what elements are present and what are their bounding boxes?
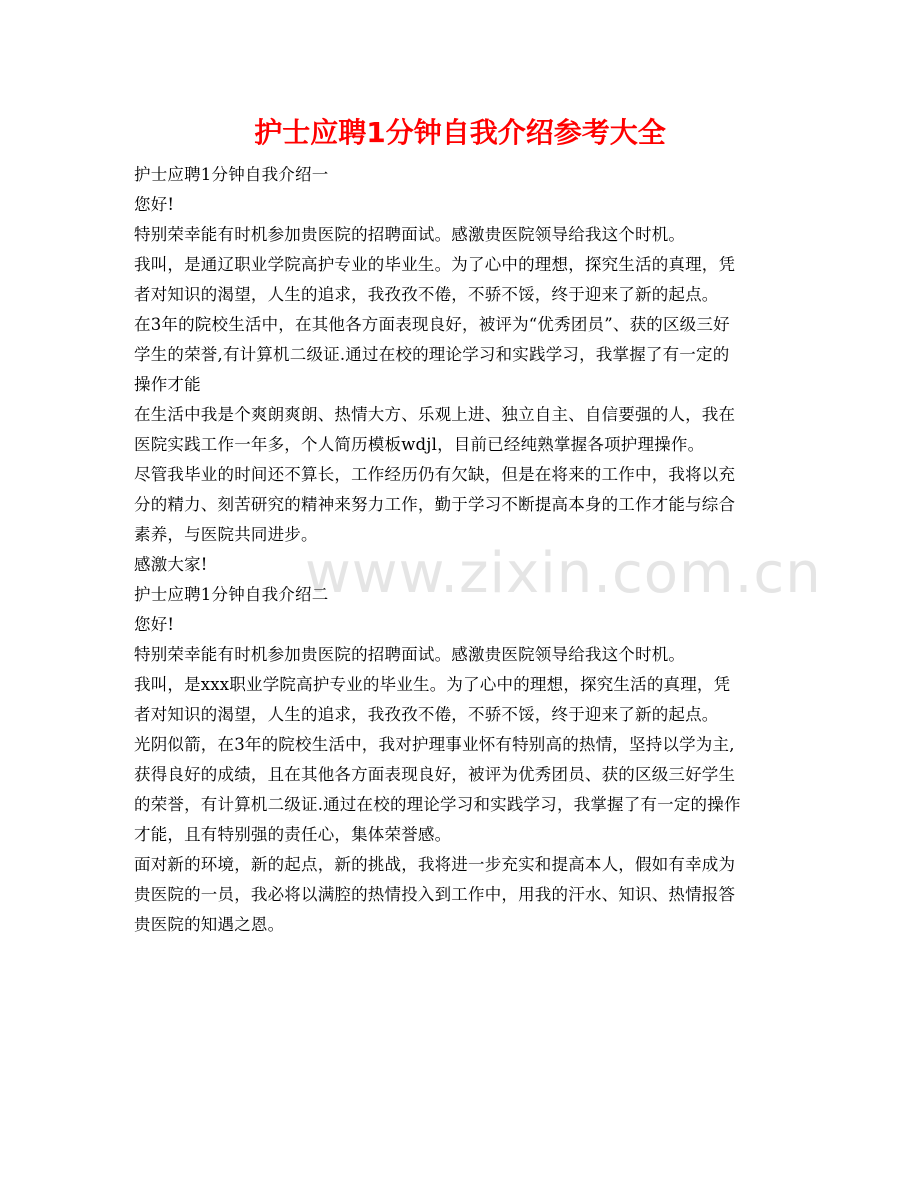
document-body (134, 160, 822, 940)
document-title: 护士应聘1分钟自我介绍参考大全 (254, 116, 666, 149)
text-line: 分的精力、刻苦研究的精神来努力工作，勤于学习不断提高本身的工作才能与综合 (134, 495, 736, 514)
text-line: 贵医院的知遇之恩。 (134, 915, 285, 934)
text-line: 尽管我毕业的时间还不算长，工作经历仍有欠缺，但是在将来的工作中，我将以充 (134, 465, 736, 484)
text-line: 特别荣幸能有时机参加贵医院的招聘面试。感激贵医院领导给我这个时机。 (134, 225, 686, 244)
text-line: 在生活中我是个爽朗爽朗、热情大方、乐观上进、独立自主、自信要强的人，我在 (134, 405, 736, 424)
text-line: 我叫，是通辽职业学院高护专业的毕业生。为了心中的理想，探究生活的真理，凭 (134, 255, 736, 274)
text-line: 感激大家! (134, 555, 208, 574)
text-line: 者对知识的渴望，人生的追求，我孜孜不倦，不骄不馁，终于迎来了新的起点。 (134, 705, 719, 724)
text-line: 获得良好的成绩，且在其他各方面表现良好，被评为优秀团员、获的区级三好学生 (134, 765, 736, 784)
text-line: 护士应聘1分钟自我介绍二 (134, 585, 329, 604)
text-line: 护士应聘1分钟自我介绍一 (134, 165, 329, 184)
text-line: 面对新的环境，新的起点，新的挑战，我将进一步充实和提高本人，假如有幸成为 (134, 855, 736, 874)
text-line: 特别荣幸能有时机参加贵医院的招聘面试。感激贵医院领导给我这个时机。 (134, 645, 686, 664)
watermark: www.zixin.com.cn (305, 541, 822, 606)
text-line: 您好! (134, 195, 175, 214)
text-line: 我叫，是xxx职业学院高护专业的毕业生。为了心中的理想，探究生活的真理，凭 (134, 675, 731, 694)
text-line: 素养，与医院共同进步。 (134, 525, 318, 544)
text-line: 医院实践工作一年多，个人简历模板wdjl，目前已经纯熟掌握各项护理操作。 (134, 435, 705, 454)
text-line: 在3年的院校生活中，在其他各方面表现良好，被评为“优秀团员”、获的区级三好 (134, 315, 730, 334)
text-line: 光阴似箭，在3年的院校生活中，我对护理事业怀有特别高的热情，坚持以学为主, (134, 735, 735, 754)
text-line: 者对知识的渴望，人生的追求，我孜孜不倦，不骄不馁，终于迎来了新的起点。 (134, 285, 719, 304)
text-line: 操作才能 (134, 375, 201, 394)
text-line: 贵医院的一员，我必将以满腔的热情投入到工作中，用我的汗水、知识、热情报答 (134, 885, 736, 904)
text-line: 您好! (134, 615, 175, 634)
text-line: 的荣誉，有计算机二级证.通过在校的理论学习和实践学习，我掌握了有一定的操作 (134, 795, 741, 814)
text-line: 学生的荣誉,有计算机二级证.通过在校的理论学习和实践学习，我掌握了有一定的 (134, 345, 730, 364)
text-line: 才能，且有特别强的责任心，集体荣誉感。 (134, 825, 452, 844)
